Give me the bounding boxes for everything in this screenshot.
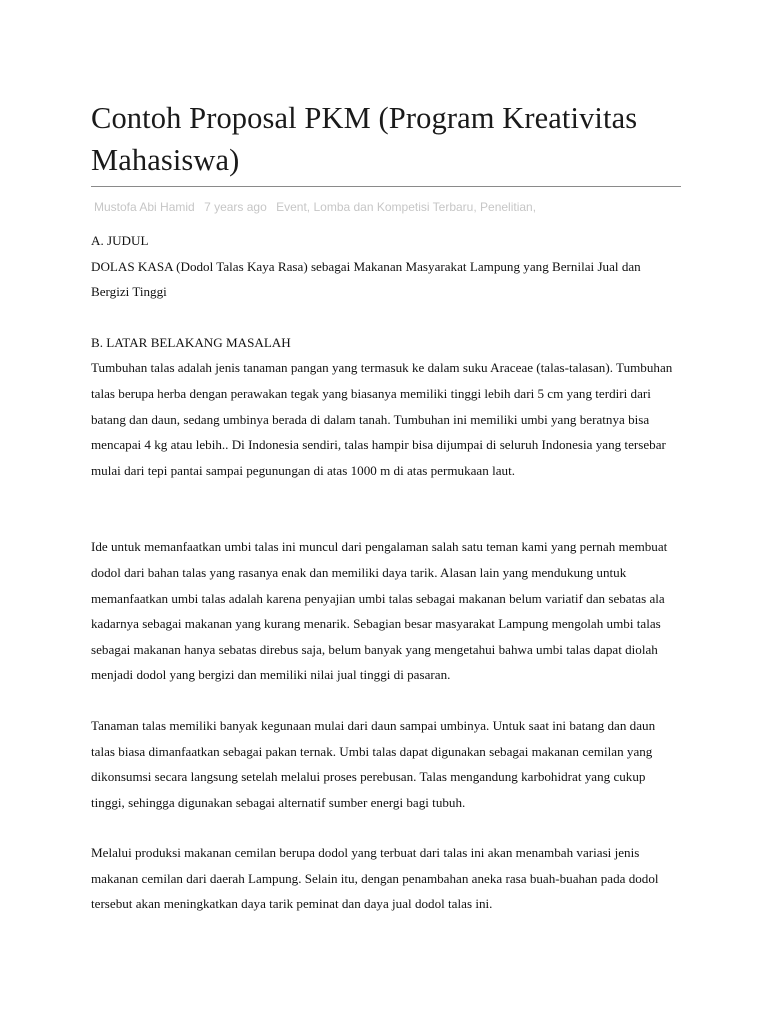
post-time: 7 years ago <box>204 200 267 214</box>
article-body <box>91 228 681 917</box>
title-divider <box>91 186 681 187</box>
section-heading-latar-belakang: B. LATAR BELAKANG MASALAH <box>91 334 291 350</box>
category-links[interactable]: Event, Lomba dan Kompetisi Terbaru, Penelitian, <box>276 200 537 214</box>
paragraph: Tumbuhan talas adalah jenis tanaman pangan yang termasuk ke dalam suku Araceae (talas-talasan). Tumbuhan talas berupa herba dengan perawakan tegak yang biasanya memiliki tinggi lebih dari 5 cm yang terdiri dari batang dan daun, sedang umbinya berada di dalam tanah. Tumbuhan ini memiliki umbi yang beratnya bisa mencapai 4 kg atau lebih.. Di Indonesia sendiri, talas hampir bisa dijumpai di seluruh Indonesia yang tersebar mulai dari tepi pantai sampai pegunungan di atas 1000 m di atas permukaan laut. <box>91 360 673 478</box>
paragraph: Melalui produksi makanan cemilan berupa dodol yang terbuat dari talas ini akan menambah variasi jenis makanan cemilan dari daerah Lampung. Selain itu, dengan penambahan aneka rasa buah-buahan pada dodol tersebut akan meningkatkan daya tarik peminat dan daya jual dodol talas ini. <box>91 845 659 912</box>
paragraph: Ide untuk memanfaatkan umbi talas ini muncul dari pengalaman salah satu teman kami yang pernah membuat dodol dari bahan talas yang rasanya enak dan memiliki daya tarik. Alasan lain yang mendukung untuk memanfaatkan umbi talas adalah karena penyajian umbi talas sebagai makanan belum variatif dan sebatas ala kadarnya sebagai makanan yang kurang menarik. Sebagian besar masyarakat Lampung mengolah umbi talas sebagai makanan hanya sebatas direbus saja, belum banyak yang mengetahui bahwa umbi talas dapat diolah menjadi dodol yang bergizi dan memiliki nilai jual tinggi di pasaran. <box>91 539 668 683</box>
article-meta <box>91 200 681 214</box>
section-heading-judul: A. JUDUL <box>91 233 149 248</box>
author-link[interactable]: Mustofa Abi Hamid <box>94 200 195 214</box>
paragraph: Tanaman talas memiliki banyak kegunaan mulai dari daun sampai umbinya. Untuk saat ini batang dan daun talas biasa dimanfaatkan sebagai pakan ternak. Umbi talas dapat digunakan sebagai makanan cemilan yang dikonsumsi secara langsung setelah melalui proses perebusan. Talas mengandung karbohidrat yang cukup tinggi, sehingga digunakan sebagai alternatif sumber energi bagi tubuh. <box>91 717 656 810</box>
article-title: Contoh Proposal PKM (Program Kreativitas Mahasiswa) <box>91 101 638 177</box>
article <box>91 0 681 917</box>
section-text-judul: DOLAS KASA (Dodol Talas Kaya Rasa) sebagai Makanan Masyarakat Lampung yang Bernilai Jual dan Bergizi Tinggi <box>91 258 641 300</box>
